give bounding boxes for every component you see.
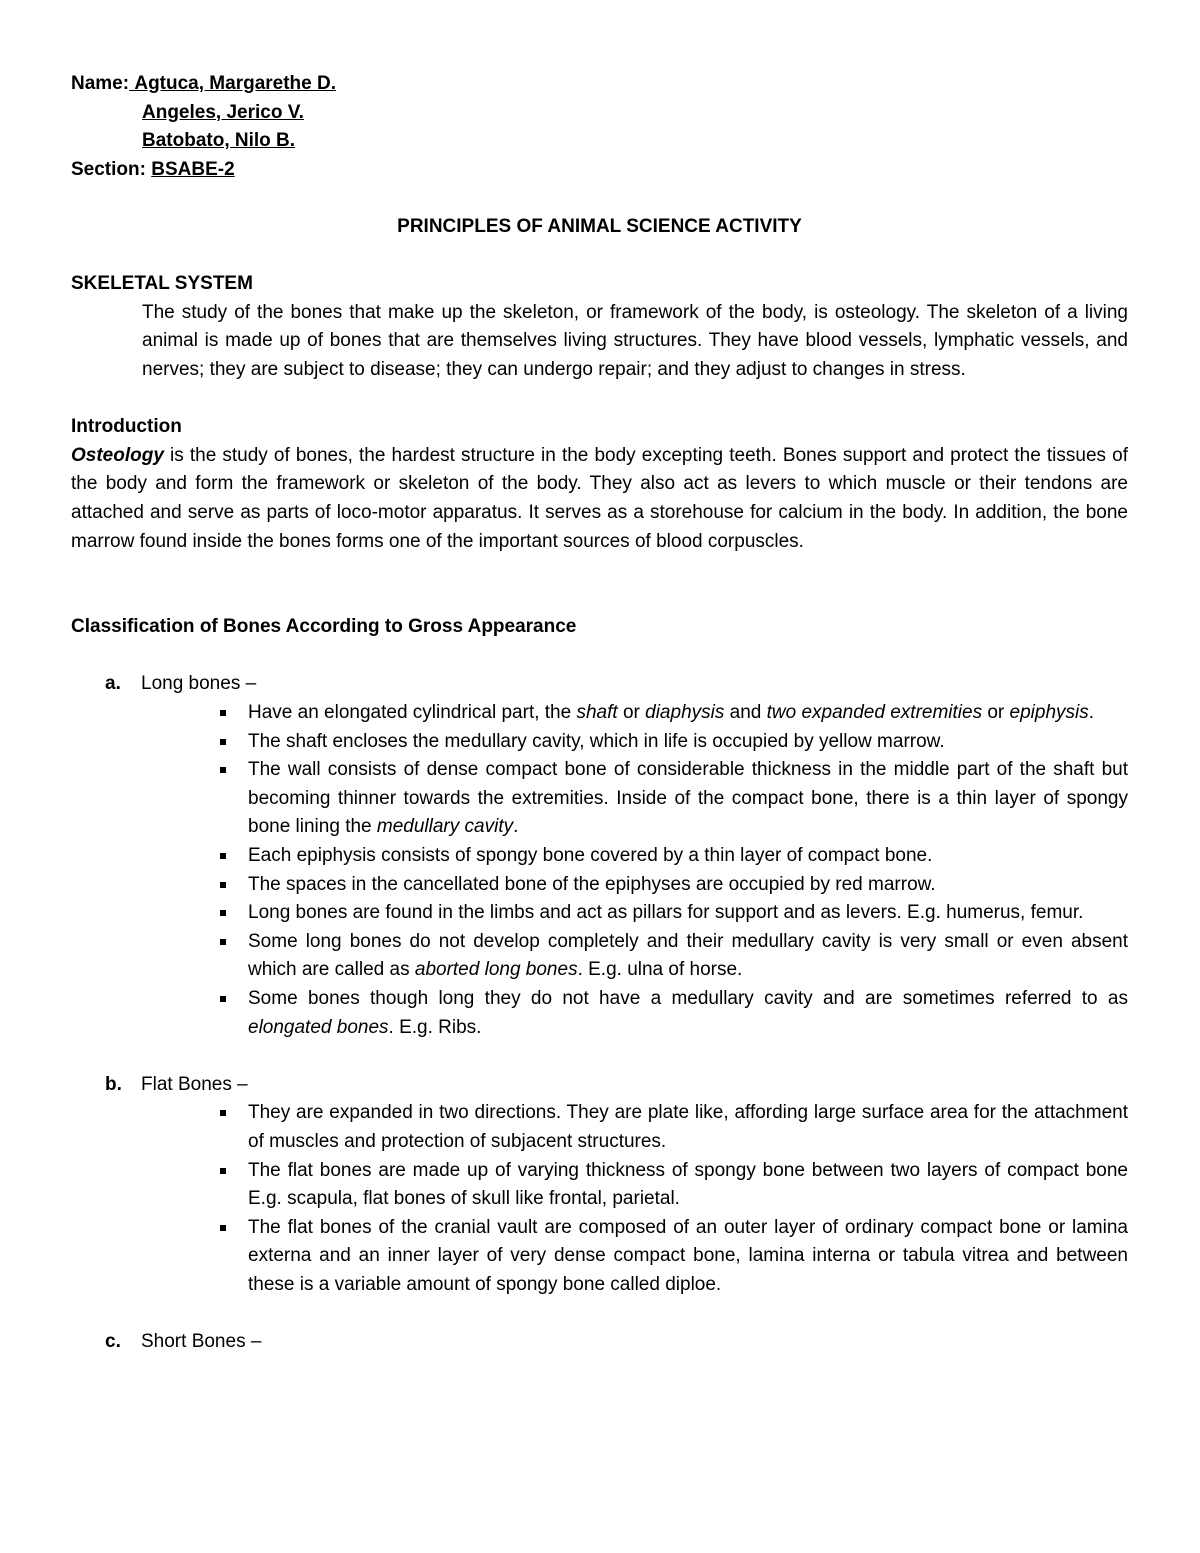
student-name-2: Angeles, Jerico V. xyxy=(142,101,304,123)
list-label-c: c. xyxy=(105,1331,121,1353)
list-item: Each epiphysis consists of spongy bone covered by a thin layer of compact bone. xyxy=(71,842,1128,871)
list-item: The flat bones are made up of varying thickness of spongy bone between two layers of compact bone E.g. scapula, flat bones of skull like frontal, parietal. xyxy=(71,1157,1128,1214)
introduction-text: is the study of bones, the hardest structure in the body excepting teeth. Bones support and protect the tissues of the body and form the framework or skeleton of the body. They also act as levers to which muscle or their tendons are attached and serve as parts of loco-motor apparatus. It serves as a storehouse for calcium in the body. In addition, the bone marrow found inside the bones forms one of the important sources of blood corpuscles. xyxy=(71,444,1128,552)
list-label-a: a. xyxy=(105,673,121,695)
bullet-icon xyxy=(214,842,248,871)
list-item-flat-bones xyxy=(71,1071,1128,1100)
osteology-term: Osteology xyxy=(71,444,164,466)
list-item: The shaft encloses the medullary cavity, which in life is occupied by yellow marrow. xyxy=(71,728,1128,757)
bullet-icon xyxy=(214,728,248,757)
list-item: They are expanded in two directions. They are plate like, affording large surface area for the attachment of muscles and protection of subjacent structures. xyxy=(71,1099,1128,1156)
skeletal-heading: SKELETAL SYSTEM xyxy=(71,273,253,295)
long-bones-title: Long bones – xyxy=(141,673,257,695)
list-item: Some long bones do not develop completely and their medullary cavity is very small or even absent which are called as aborted long bones. E.g. ulna of horse. xyxy=(71,928,1128,985)
classification-heading: Classification of Bones According to Gross Appearance xyxy=(71,616,577,638)
bullet-icon xyxy=(214,899,248,928)
bullet-icon xyxy=(214,985,248,1042)
student-name-1: Agtuca, Margarethe D. xyxy=(134,73,337,94)
section-value: BSABE-2 xyxy=(151,158,235,180)
bullet-icon xyxy=(214,1214,248,1300)
list-item: Long bones are found in the limbs and act as pillars for support and as levers. E.g. humerus, femur. xyxy=(71,899,1128,928)
list-item: The spaces in the cancellated bone of the epiphyses are occupied by red marrow. xyxy=(71,871,1128,900)
list-item: The wall consists of dense compact bone of considerable thickness in the middle part of the shaft but becoming thinner towards the extremities. Inside of the compact bone, there is a thin layer of spongy bone lining the medullary cavity. xyxy=(71,756,1128,842)
bullet-icon xyxy=(214,699,248,728)
section-label: Section: xyxy=(71,158,146,180)
bullet-icon xyxy=(214,756,248,842)
bullet-icon xyxy=(214,928,248,985)
student-name-3: Batobato, Nilo B. xyxy=(142,130,296,152)
flat-bones-title: Flat Bones – xyxy=(141,1073,248,1095)
bullet-icon xyxy=(214,1099,248,1156)
list-item-long-bones xyxy=(71,670,1128,699)
name-row-2 xyxy=(71,99,1128,128)
list-item: The flat bones of the cranial vault are composed of an outer layer of ordinary compact bone or lamina externa and an inner layer of very dense compact bone, lamina interna or tabula vitrea and between these is a variable amount of spongy bone called diploe. xyxy=(71,1214,1128,1300)
list-label-b: b. xyxy=(105,1073,122,1095)
name-label: Name: xyxy=(71,73,130,94)
skeletal-paragraph: The study of the bones that make up the skeleton, or framework of the body, is osteology. The skeleton of a living animal is made up of bones that are themselves living structures. They have blood vessels, lymphatic vessels, and nerves; they are subject to disease; they can undergo repair; and they adjust to changes in stress. xyxy=(142,301,1128,380)
flat-bones-bullets xyxy=(71,1099,1128,1299)
long-bones-bullets xyxy=(71,699,1128,1042)
name-row-1 xyxy=(71,70,1128,99)
bullet-icon xyxy=(214,1157,248,1214)
list-item: Some bones though long they do not have a medullary cavity and are sometimes referred to as elongated bones. E.g. Ribs. xyxy=(71,985,1128,1042)
short-bones-title: Short Bones – xyxy=(141,1331,262,1353)
document-title: PRINCIPLES OF ANIMAL SCIENCE ACTIVITY xyxy=(397,215,802,237)
list-item: Have an elongated cylindrical part, the shaft or diaphysis and two expanded extremities or epiphysis. xyxy=(71,699,1128,728)
bullet-icon xyxy=(214,871,248,900)
list-item-short-bones xyxy=(71,1328,1128,1357)
name-row-3 xyxy=(71,127,1128,156)
introduction-paragraph xyxy=(71,442,1128,556)
name-block xyxy=(71,70,1128,184)
section-row xyxy=(71,156,1128,185)
introduction-heading: Introduction xyxy=(71,416,182,438)
